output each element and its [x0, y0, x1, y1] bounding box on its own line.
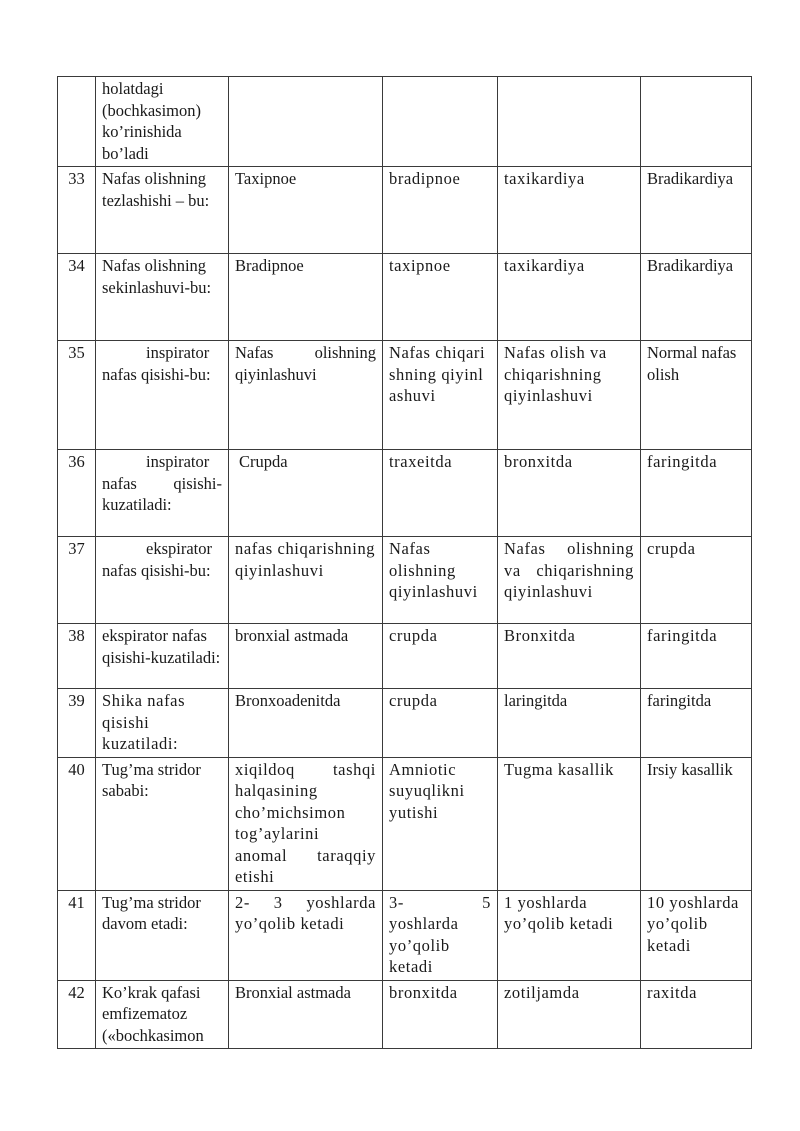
question-number: 35	[58, 341, 96, 450]
answer-d: 10 yoshlarda yo’qolib ketadi	[641, 890, 752, 980]
question-number: 34	[58, 254, 96, 341]
answer-c: Tugma kasallik	[498, 757, 641, 890]
answer-a	[229, 77, 383, 167]
table-row	[58, 341, 752, 450]
question-text: holatdagi (bochkasimon) ko’rinishida bo’ladi	[96, 77, 229, 167]
answer-b: bradipnoe	[383, 167, 498, 254]
question-text: ekspirator nafas qisishi-kuzatiladi:	[96, 624, 229, 689]
answer-a: nafas chiqarishning qiyinlashuvi	[229, 537, 383, 624]
table-row	[58, 450, 752, 537]
answer-a: xiqildoq tashqi halqasining cho’michsimon tog’aylarini anomal taraqqiy etishi	[229, 757, 383, 890]
answer-a: Crupda	[229, 450, 383, 537]
answer-d: faringitda	[641, 689, 752, 758]
answer-b: taxipnoe	[383, 254, 498, 341]
table-row	[58, 757, 752, 890]
question-text: Nafas olishning sekinlashuvi-bu:	[96, 254, 229, 341]
answer-a: bronxial astmada	[229, 624, 383, 689]
answer-b	[383, 77, 498, 167]
question-text: inspirator nafas qisishi-kuzatiladi:	[96, 450, 229, 537]
answer-b: 3- 5 yoshlarda yo’qolib ketadi	[383, 890, 498, 980]
answer-d	[641, 77, 752, 167]
answer-b: Amniotic suyuqlikni yutishi	[383, 757, 498, 890]
question-text: Nafas olishning tezlashishi – bu:	[96, 167, 229, 254]
answer-a: 2- 3 yoshlarda yo’qolib ketadi	[229, 890, 383, 980]
table-row	[58, 77, 752, 167]
answer-d: Bradikardiya	[641, 254, 752, 341]
question-number: 42	[58, 980, 96, 1049]
table-row	[58, 689, 752, 758]
question-number	[58, 77, 96, 167]
question-text: Shika nafas qisishi kuzatiladi:	[96, 689, 229, 758]
question-text: Tug’ma stridor sababi:	[96, 757, 229, 890]
answer-b: bronxitda	[383, 980, 498, 1049]
answer-c: 1 yoshlarda yo’qolib ketadi	[498, 890, 641, 980]
answer-a: Nafas olishning qiyinlashuvi	[229, 341, 383, 450]
answer-b: Nafas chiqarishning qiyinlashuvi	[383, 341, 498, 450]
answer-c: taxikardiya	[498, 167, 641, 254]
answer-c: taxikardiya	[498, 254, 641, 341]
answer-d: crupda	[641, 537, 752, 624]
table-row	[58, 890, 752, 980]
answer-c: laringitda	[498, 689, 641, 758]
question-number: 39	[58, 689, 96, 758]
answer-b: crupda	[383, 624, 498, 689]
answer-d: faringitda	[641, 624, 752, 689]
question-number: 36	[58, 450, 96, 537]
answer-a: Bradipnoe	[229, 254, 383, 341]
answer-a: Bronxoadenitda	[229, 689, 383, 758]
question-number: 37	[58, 537, 96, 624]
answer-a: Bronxial astmada	[229, 980, 383, 1049]
answer-c: bronxitda	[498, 450, 641, 537]
answer-c	[498, 77, 641, 167]
answer-b: traxeitda	[383, 450, 498, 537]
questions-table	[57, 76, 752, 1049]
question-text: Ko’krak qafasi emfizematoz («bochkasimon	[96, 980, 229, 1049]
answer-d: Irsiy kasallik	[641, 757, 752, 890]
answer-d: Bradikardiya	[641, 167, 752, 254]
question-number: 41	[58, 890, 96, 980]
answer-d: faringitda	[641, 450, 752, 537]
question-text: inspirator nafas qisishi-bu:	[96, 341, 229, 450]
answer-d: raxitda	[641, 980, 752, 1049]
question-number: 40	[58, 757, 96, 890]
table-row	[58, 980, 752, 1049]
question-text: ekspirator nafas qisishi-bu:	[96, 537, 229, 624]
answer-c: Nafas olish va chiqarishning qiyinlashuvi	[498, 341, 641, 450]
question-number: 38	[58, 624, 96, 689]
table-row	[58, 537, 752, 624]
table-row	[58, 254, 752, 341]
table-row	[58, 624, 752, 689]
question-number: 33	[58, 167, 96, 254]
answer-a: Taxipnoe	[229, 167, 383, 254]
answer-b: Nafas olishning qiyinlashuvi	[383, 537, 498, 624]
question-text: Tug’ma stridor davom etadi:	[96, 890, 229, 980]
answer-d: Normal nafas olish	[641, 341, 752, 450]
answer-c: zotiljamda	[498, 980, 641, 1049]
answer-c: Bronxitda	[498, 624, 641, 689]
answer-b: crupda	[383, 689, 498, 758]
answer-c: Nafas olishning va chiqarishning qiyinlashuvi	[498, 537, 641, 624]
table-row	[58, 167, 752, 254]
